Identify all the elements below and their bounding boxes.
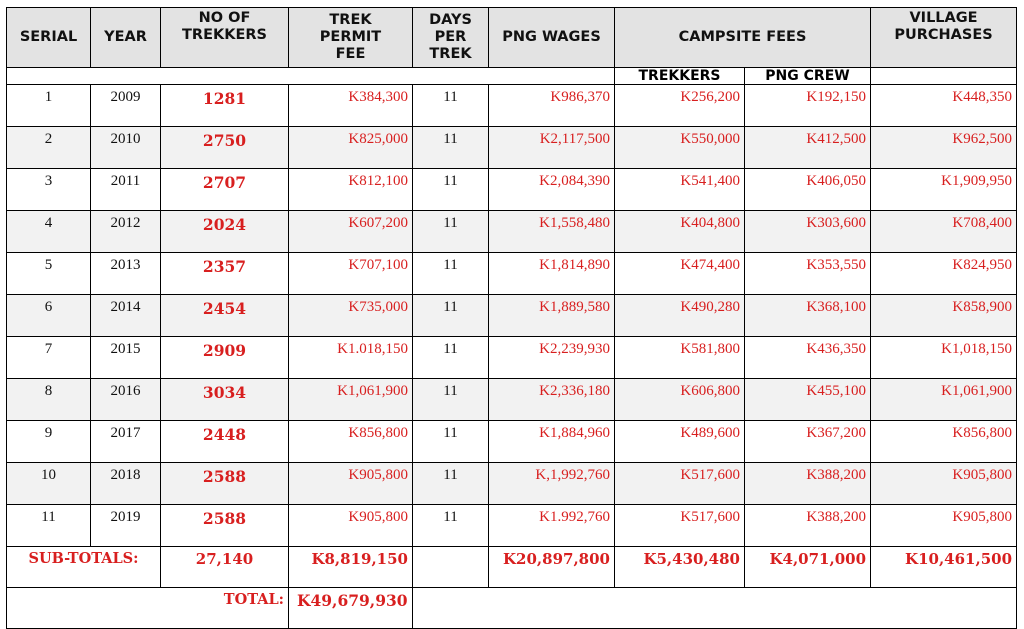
cell-serial: 2: [7, 127, 91, 169]
header-campsite-fees: CAMPSITE FEES: [615, 8, 871, 68]
cell-png-wages: K1,889,580: [489, 295, 615, 337]
cell-campsite-png-crew: K388,200: [745, 505, 871, 547]
cell-trekkers: 2588: [161, 505, 289, 547]
trek-revenue-table: [6, 7, 1017, 629]
cell-village-purchases: K858,900: [871, 295, 1017, 337]
cell-permit-fee: K905,800: [289, 463, 413, 505]
cell-year: 2009: [91, 85, 161, 127]
header-serial: SERIAL: [7, 8, 91, 68]
cell-campsite-png-crew: K368,100: [745, 295, 871, 337]
cell-campsite-png-crew: K388,200: [745, 463, 871, 505]
cell-campsite-trekkers: K256,200: [615, 85, 745, 127]
cell-permit-fee: K905,800: [289, 505, 413, 547]
cell-campsite-png-crew: K412,500: [745, 127, 871, 169]
subheader-campsite-png-crew: PNG CREW: [745, 68, 871, 85]
cell-days-per-trek: 11: [413, 379, 489, 421]
cell-days-per-trek: 11: [413, 127, 489, 169]
subtotal-campsite-png-crew: K4,071,000: [745, 547, 871, 588]
table-row: [7, 421, 1017, 463]
cell-permit-fee: K735,000: [289, 295, 413, 337]
header-permit-fee: TREK PERMIT FEE: [289, 8, 413, 68]
cell-permit-fee: K825,000: [289, 127, 413, 169]
cell-campsite-trekkers: K490,280: [615, 295, 745, 337]
cell-year: 2015: [91, 337, 161, 379]
cell-campsite-trekkers: K606,800: [615, 379, 745, 421]
table-body: [7, 85, 1017, 547]
cell-village-purchases: K1,061,900: [871, 379, 1017, 421]
cell-campsite-trekkers: K489,600: [615, 421, 745, 463]
cell-campsite-trekkers: K541,400: [615, 169, 745, 211]
cell-village-purchases: K448,350: [871, 85, 1017, 127]
cell-campsite-png-crew: K303,600: [745, 211, 871, 253]
cell-serial: 3: [7, 169, 91, 211]
subtotal-days-empty: [413, 547, 489, 588]
cell-png-wages: K1,814,890: [489, 253, 615, 295]
table-row: [7, 379, 1017, 421]
cell-permit-fee: K707,100: [289, 253, 413, 295]
cell-trekkers: 2909: [161, 337, 289, 379]
cell-png-wages: K2,117,500: [489, 127, 615, 169]
cell-campsite-png-crew: K192,150: [745, 85, 871, 127]
cell-trekkers: 2707: [161, 169, 289, 211]
total-value: K49,679,930: [289, 588, 413, 629]
cell-serial: 9: [7, 421, 91, 463]
cell-permit-fee: K856,800: [289, 421, 413, 463]
cell-permit-fee: K1,061,900: [289, 379, 413, 421]
subtotal-campsite-trekkers: K5,430,480: [615, 547, 745, 588]
header-trekkers: NO OF TREKKERS: [161, 8, 289, 68]
cell-trekkers: 2448: [161, 421, 289, 463]
cell-permit-fee: K607,200: [289, 211, 413, 253]
subtotal-village-purchases: K10,461,500: [871, 547, 1017, 588]
cell-village-purchases: K856,800: [871, 421, 1017, 463]
subheader-row: [7, 68, 1017, 85]
cell-year: 2019: [91, 505, 161, 547]
cell-campsite-trekkers: K550,000: [615, 127, 745, 169]
cell-village-purchases: K962,500: [871, 127, 1017, 169]
cell-trekkers: 3034: [161, 379, 289, 421]
cell-year: 2011: [91, 169, 161, 211]
cell-village-purchases: K1,909,950: [871, 169, 1017, 211]
cell-trekkers: 2588: [161, 463, 289, 505]
cell-campsite-trekkers: K404,800: [615, 211, 745, 253]
cell-days-per-trek: 11: [413, 169, 489, 211]
cell-village-purchases: K708,400: [871, 211, 1017, 253]
total-label: TOTAL:: [7, 588, 289, 629]
cell-trekkers: 2750: [161, 127, 289, 169]
cell-trekkers: 2454: [161, 295, 289, 337]
cell-png-wages: K,1,992,760: [489, 463, 615, 505]
cell-serial: 10: [7, 463, 91, 505]
cell-campsite-trekkers: K517,600: [615, 463, 745, 505]
header-png-wages: PNG WAGES: [489, 8, 615, 68]
cell-days-per-trek: 11: [413, 505, 489, 547]
table-row: [7, 211, 1017, 253]
cell-serial: 4: [7, 211, 91, 253]
cell-serial: 7: [7, 337, 91, 379]
cell-png-wages: K986,370: [489, 85, 615, 127]
cell-campsite-trekkers: K517,600: [615, 505, 745, 547]
table-row: [7, 505, 1017, 547]
header-year: YEAR: [91, 8, 161, 68]
cell-days-per-trek: 11: [413, 253, 489, 295]
subtotal-permit-fee: K8,819,150: [289, 547, 413, 588]
cell-year: 2016: [91, 379, 161, 421]
table-row: [7, 295, 1017, 337]
total-row-empty: [413, 588, 1017, 629]
subtotals-row: [7, 547, 1017, 588]
cell-trekkers: 2024: [161, 211, 289, 253]
cell-year: 2012: [91, 211, 161, 253]
cell-png-wages: K1.992,760: [489, 505, 615, 547]
cell-trekkers: 1281: [161, 85, 289, 127]
cell-year: 2014: [91, 295, 161, 337]
cell-days-per-trek: 11: [413, 421, 489, 463]
cell-campsite-png-crew: K406,050: [745, 169, 871, 211]
subtotal-png-wages: K20,897,800: [489, 547, 615, 588]
cell-year: 2018: [91, 463, 161, 505]
cell-campsite-trekkers: K474,400: [615, 253, 745, 295]
subheader-campsite-trekkers: TREKKERS: [615, 68, 745, 85]
cell-serial: 6: [7, 295, 91, 337]
header-village-purchases: VILLAGE PURCHASES: [871, 8, 1017, 68]
table-row: [7, 253, 1017, 295]
cell-campsite-png-crew: K353,550: [745, 253, 871, 295]
cell-png-wages: K2,084,390: [489, 169, 615, 211]
table-row: [7, 337, 1017, 379]
cell-village-purchases: K905,800: [871, 463, 1017, 505]
cell-png-wages: K2,336,180: [489, 379, 615, 421]
cell-days-per-trek: 11: [413, 295, 489, 337]
cell-village-purchases: K905,800: [871, 505, 1017, 547]
table-row: [7, 463, 1017, 505]
cell-png-wages: K2,239,930: [489, 337, 615, 379]
cell-campsite-trekkers: K581,800: [615, 337, 745, 379]
cell-serial: 11: [7, 505, 91, 547]
cell-year: 2017: [91, 421, 161, 463]
cell-png-wages: K1,884,960: [489, 421, 615, 463]
cell-permit-fee: K812,100: [289, 169, 413, 211]
cell-days-per-trek: 11: [413, 211, 489, 253]
trek-revenue-table-container: [6, 7, 1017, 629]
subtotals-label: SUB-TOTALS:: [7, 547, 161, 588]
cell-days-per-trek: 11: [413, 85, 489, 127]
cell-year: 2010: [91, 127, 161, 169]
table-row: [7, 127, 1017, 169]
cell-serial: 1: [7, 85, 91, 127]
cell-year: 2013: [91, 253, 161, 295]
cell-village-purchases: K824,950: [871, 253, 1017, 295]
total-row: [7, 588, 1017, 629]
cell-campsite-png-crew: K367,200: [745, 421, 871, 463]
cell-village-purchases: K1,018,150: [871, 337, 1017, 379]
header-days-per-trek: DAYS PER TREK: [413, 8, 489, 68]
cell-permit-fee: K384,300: [289, 85, 413, 127]
cell-serial: 5: [7, 253, 91, 295]
cell-permit-fee: K1.018,150: [289, 337, 413, 379]
cell-days-per-trek: 11: [413, 337, 489, 379]
cell-trekkers: 2357: [161, 253, 289, 295]
cell-png-wages: K1,558,480: [489, 211, 615, 253]
cell-campsite-png-crew: K455,100: [745, 379, 871, 421]
table-row: [7, 169, 1017, 211]
cell-days-per-trek: 11: [413, 463, 489, 505]
cell-serial: 8: [7, 379, 91, 421]
subtotal-trekkers: 27,140: [161, 547, 289, 588]
header-row: [7, 8, 1017, 68]
table-row: [7, 85, 1017, 127]
cell-campsite-png-crew: K436,350: [745, 337, 871, 379]
